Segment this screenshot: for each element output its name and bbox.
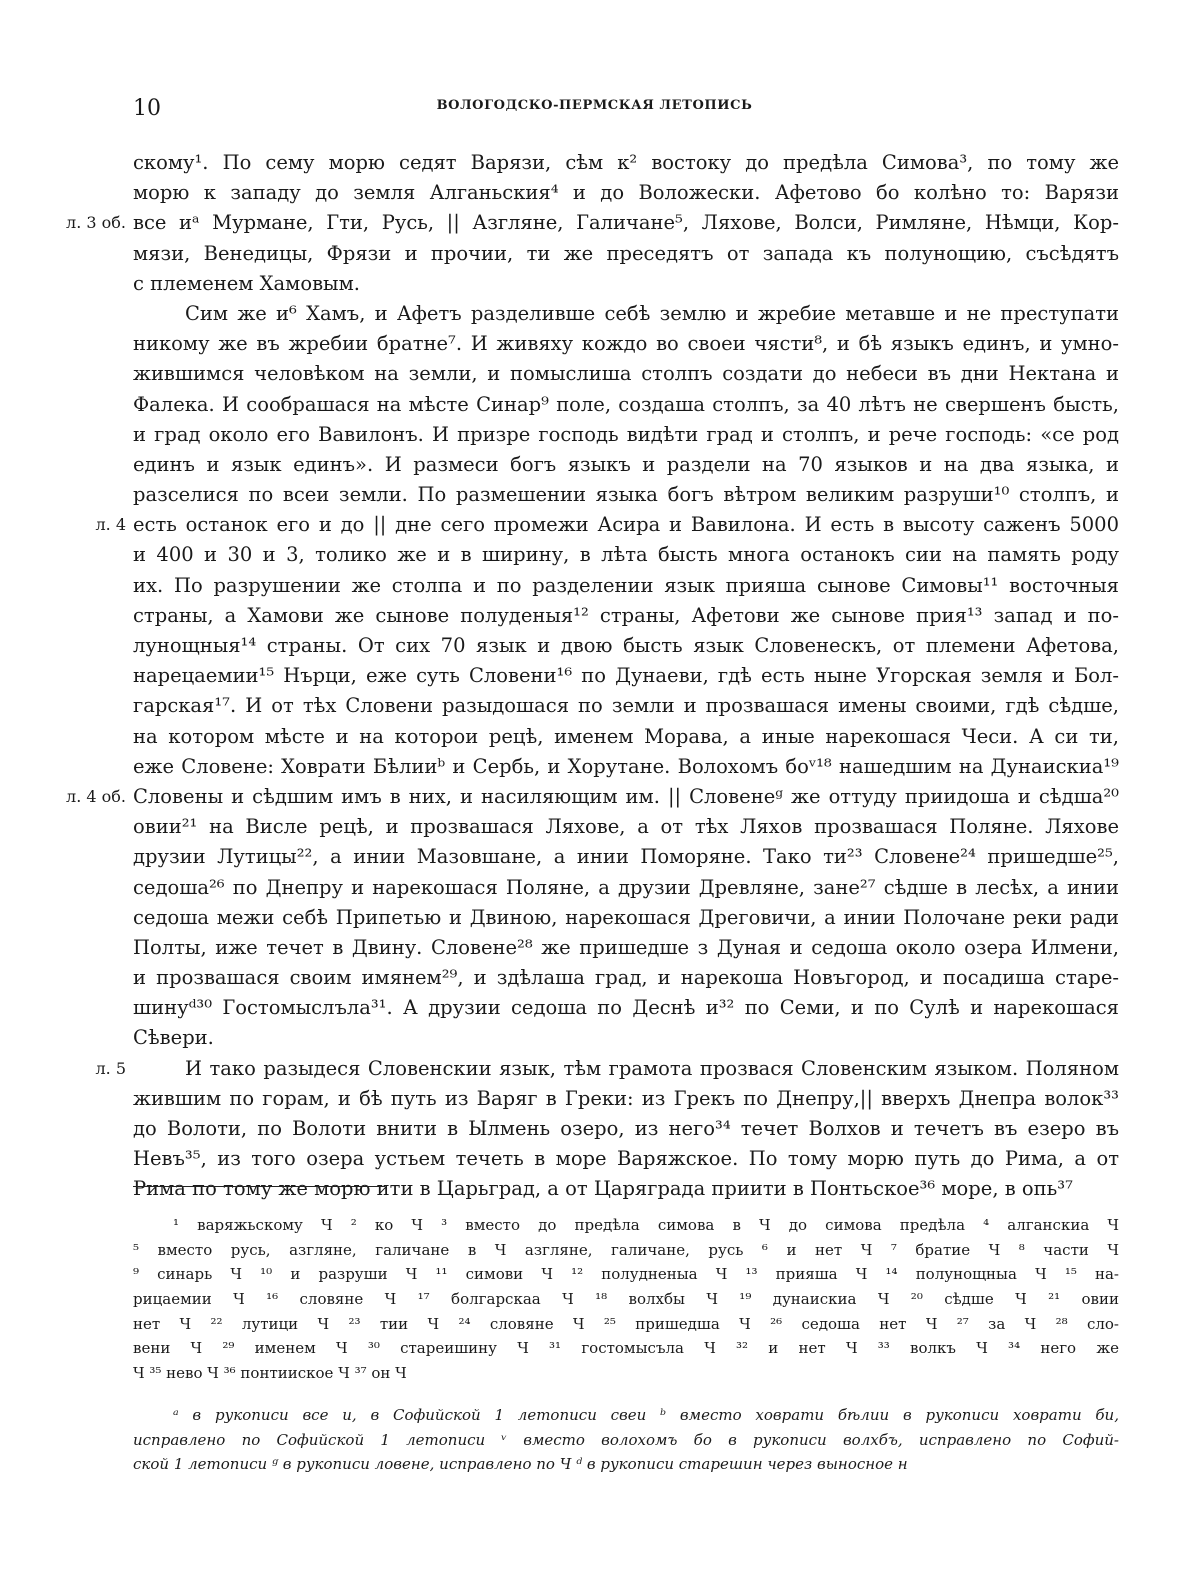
text-line — [133, 842, 1119, 872]
text-line — [133, 601, 1119, 631]
folio-marker: л. 3 об. — [66, 213, 126, 233]
footnote-line: нет Ч ²² лутици Ч ²³ тии Ч ²⁴ словяне Ч ²⁵ пришедша Ч ²⁶ седоша нет Ч ²⁷ за Ч ²⁸ сло- — [133, 1314, 1119, 1333]
footnote-line: исправлено по Софийской 1 летописи ᵛ вместо волохомъ бо в рукописи волхбъ, исправлено по Софий- — [133, 1430, 1119, 1449]
text-line — [133, 752, 1119, 782]
text-line-content: единъ и язык единъ». И размеси богъ языкъ и раздели на 70 языков и на два языка, и — [133, 452, 1119, 476]
text-line-content: и прозвашася своим имянем²⁹, и здѣлаша град, и нарекоша Новъгород, и посадиша старе- — [133, 966, 1119, 990]
page-number: 10 — [133, 96, 161, 121]
footnote-line: ⁵ вместо русь, азгляне, галичане в Ч азгляне, галичане, русь ⁶ и нет Ч ⁷ братие Ч ⁸ части Ч — [133, 1240, 1119, 1259]
text-line — [133, 571, 1119, 601]
text-line — [133, 1084, 1119, 1114]
text-line-content: мязи, Венедицы, Фрязи и прочии, ти же преседятъ от запада къ полунощию, съсѣдятъ — [133, 241, 1119, 265]
text-line — [133, 1144, 1119, 1174]
text-line — [133, 963, 1119, 993]
text-line — [133, 329, 1119, 359]
text-line-content: страны, а Хамови же сынове полуденыя¹² страны, Афетови же сынове прия¹³ запад и по- — [133, 603, 1119, 627]
footnote-rule — [133, 1186, 385, 1187]
text-line-content: Невъ³⁵, из того озера устьем течеть в море Варяжское. По тому морю путь до Рима, а от — [133, 1147, 1119, 1171]
footnotes-letter — [133, 1403, 1119, 1477]
text-line-content: друзии Лутицы²², а инии Мазовшане, а инии Поморяне. Тако ти²³ Словене²⁴ пришедше²⁵, — [133, 845, 1119, 869]
text-line — [133, 480, 1119, 510]
text-line — [133, 691, 1119, 721]
text-line — [133, 631, 1119, 661]
text-line — [133, 390, 1119, 420]
text-line-content: Словены и сѣдшим имъ в них, и насиляющим им. || Словенеᵍ же оттуду приидоша и сѣдша²⁰ — [133, 784, 1119, 808]
text-line — [133, 722, 1119, 752]
footnote-line: Ч ³⁵ нево Ч ³⁶ понтииское Ч ³⁷ он Ч — [133, 1364, 407, 1383]
text-line-content: жившимся человѣком на земли, и помыслиша столпъ создати до небеси въ дни Нектана и — [133, 362, 1119, 386]
running-title: ВОЛОГОДСКО-ПЕРМСКАЯ ЛЕТОПИСЬ — [436, 98, 753, 113]
text-line-content: на котором мѣсте и на которои рецѣ, именем Морава, а иные нарекошася Чеси. А си ти, — [133, 724, 1119, 748]
text-line — [133, 903, 1119, 933]
text-line-content: их. По разрушении же столпа и по разделении язык прияша сынове Симовы¹¹ восточныя — [133, 573, 1119, 597]
footnote-line: ᵃ в рукописи все и, в Софийской 1 летописи свеи ᵇ вместо ховрати бѣлии в рукописи ховрати би, — [173, 1406, 1119, 1424]
text-line-content: еже Словене: Ховрати Бѣлииᵇ и Сербь, и Хорутане. Волохомъ боᵛ¹⁸ нашедшим на Дунаискиа¹⁹ — [133, 754, 1119, 778]
text-line — [133, 873, 1119, 903]
text-line-content: Полты, иже течет в Двину. Словене²⁸ же пришедше з Дуная и седоша около озера Илмени, — [133, 935, 1119, 959]
text-line-content: нарецаемии¹⁵ Нърци, еже суть Словени¹⁶ по Дунаеви, гдѣ есть ныне Угорская земля и Бол- — [133, 664, 1119, 688]
text-line-content: Сѣвери. — [133, 1026, 214, 1050]
footnotes-numeric — [133, 1213, 1119, 1386]
text-line — [133, 178, 1119, 208]
text-line — [95, 1054, 1119, 1084]
text-line-content: никому же въ жребии братне⁷. И живяху кождо во своеи чясти⁸, и бѣ языкъ единъ, и умно- — [133, 332, 1119, 356]
text-line-content: есть останок его и до || дне сего промежи Асира и Вавилона. И есть в высоту саженъ 5000 — [133, 513, 1119, 537]
text-line-content: все иᵃ Мурмане, Гти, Русь, || Азгляне, Галичане⁵, Ляхове, Волси, Римляне, Нѣмци, Кор- — [133, 211, 1119, 235]
text-line-content: шинуᵈ³⁰ Гостомыслъла³¹. А друзии седоша по Деснѣ и³² по Семи, и по Сулѣ и нарекошася — [133, 996, 1119, 1020]
text-line-content: скому¹. По сему морю седят Варязи, сѣм к² востоку до предѣла Симова³, по тому же — [133, 151, 1119, 174]
text-line — [133, 933, 1119, 963]
footnote-line: ⁹ синарь Ч ¹⁰ и разруши Ч ¹¹ симови Ч ¹² полудненыа Ч ¹³ прияша Ч ¹⁴ полунощныа Ч ¹⁵ на- — [133, 1265, 1119, 1284]
text-line-content: с племенем Хамовым. — [133, 271, 360, 295]
text-line-content: и град около его Вавилонъ. И призре господь видѣти град и столпъ, и рече господь: «се род — [133, 422, 1119, 446]
footnote-line: рицаемии Ч ¹⁶ словяне Ч ¹⁷ болгарскаа Ч ¹⁸ волхбы Ч ¹⁹ дунаискиа Ч ²⁰ сѣдше Ч ²¹ овии — [133, 1290, 1119, 1309]
text-line-content: седоша²⁶ по Днепру и нарекошася Поляне, а друзии Древляне, зане²⁷ сѣдше в лесѣх, а инии — [133, 875, 1119, 899]
text-line-content: до Волоти, по Волоти внити в Ылмень озеро, из него³⁴ течет Волхов и течетъ въ езеро въ — [133, 1117, 1119, 1140]
text-line-content: Сим же и⁶ Хамъ, и Афетъ разделивше себѣ землю и жребие метавше и не преступати — [185, 301, 1119, 325]
text-line — [66, 208, 1119, 238]
text-line — [66, 782, 1119, 812]
text-line-content: Рима по тому же морю ити в Царьград, а от Царяграда приити в Понтьское³⁶ море, в опь³⁷ — [133, 1177, 1073, 1201]
text-line-content: Фалека. И сообрашася на мѣсте Синар⁹ поле, создаша столпъ, за 40 лѣтъ не свершенъ бысть, — [133, 392, 1119, 416]
text-line-content: седоша межи себѣ Припетью и Двиною, нарекошася Дреговичи, а инии Полочане реки ради — [133, 905, 1119, 929]
footnote-line: ¹ варяжьскому Ч ² ко Ч ³ вместо до предѣла симова в Ч до симова предѣла ⁴ алганскиа Ч — [173, 1216, 1119, 1234]
text-line — [133, 1114, 1119, 1144]
text-line-content: жившим по горам, и бѣ путь из Варяг в Греки: из Грекъ по Днепру,|| вверхъ Днепра волок³³ — [133, 1086, 1119, 1110]
text-line — [133, 148, 1119, 178]
text-line — [133, 1023, 1119, 1053]
text-line-content: и 400 и 30 и 3, толико же и в ширину, в лѣта бысть многа останокъ сии на память роду — [133, 543, 1119, 567]
text-line — [133, 1174, 1119, 1204]
folio-marker: л. 4 об. — [66, 786, 126, 806]
text-line — [133, 299, 1119, 329]
text-line-content: овии²¹ на Висле рецѣ, и прозвашася Ляхове, а от тѣх Ляхов прозвашася Поляне. Ляхове — [133, 815, 1119, 839]
text-line — [133, 269, 1119, 299]
text-line — [133, 239, 1119, 269]
text-line — [133, 420, 1119, 450]
footnote-line: ской 1 летописи ᵍ в рукописи ловене, исправлено по Ч ᵈ в рукописи старешин через выносное н — [133, 1455, 908, 1474]
text-line — [133, 540, 1119, 570]
text-line — [95, 510, 1119, 540]
main-text — [66, 148, 1119, 1205]
text-line — [133, 359, 1119, 389]
text-line-content: гарская¹⁷. И от тѣх Словени разыдошася по земли и прозвашася имены своими, гдѣ сѣдше, — [133, 694, 1119, 718]
folio-marker: л. 5 — [95, 1058, 126, 1078]
text-line-content: лунощныя¹⁴ страны. От сих 70 язык и двою бысть язык Словенескъ, от племени Афетова, — [133, 634, 1119, 657]
text-line — [133, 993, 1119, 1023]
text-line-content: И тако разыдеся Словенскии язык, тѣм грамота прозвася Словенским языком. Поляном — [185, 1056, 1119, 1080]
text-line — [133, 661, 1119, 691]
text-line-content: разселися по всеи земли. По размешении языка богъ вѣтром великим разруши¹⁰ столпъ, и — [133, 483, 1119, 507]
folio-marker: л. 4 — [95, 515, 126, 535]
text-line — [133, 450, 1119, 480]
text-line-content: морю к западу до земля Алганьския⁴ и до Воложески. Афетово бо колѣно то: Варязи — [133, 181, 1119, 205]
footnote-line: вени Ч ²⁹ именем Ч ³⁰ стареишину Ч ³¹ гостомысъла Ч ³² и нет Ч ³³ волкъ Ч ³⁴ него же — [133, 1339, 1119, 1358]
text-line — [133, 812, 1119, 842]
